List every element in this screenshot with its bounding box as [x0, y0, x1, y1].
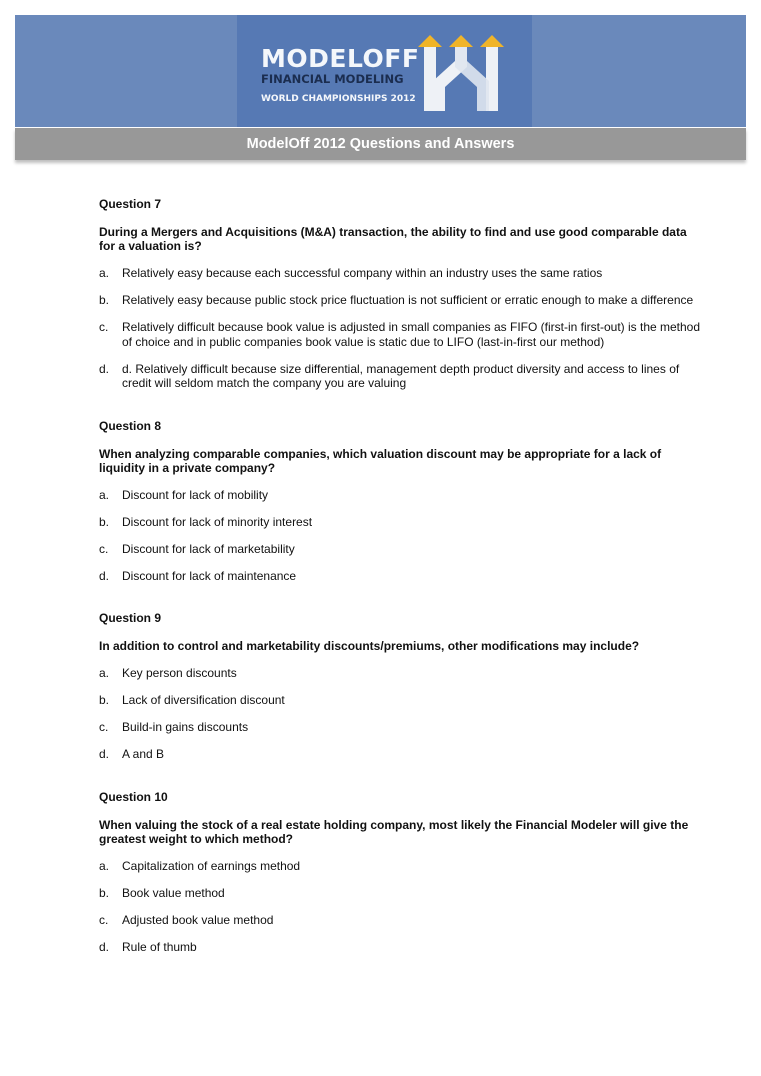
question-label: Question 8: [99, 418, 162, 433]
option-letter: d.: [99, 747, 110, 761]
document-title: ModelOff 2012 Questions and Answers: [246, 136, 515, 152]
option-text: Discount for lack of maintenance: [122, 568, 297, 583]
question-label: Question 10: [99, 789, 168, 804]
option-text: Key person discounts: [122, 666, 237, 680]
option-text: Lack of diversification discount: [122, 693, 285, 707]
modeloff-arrows-icon: [417, 33, 507, 113]
option-letter: b.: [99, 885, 110, 900]
question-text: During a Mergers and Acquisitions (M&A) transaction, the ability to find and use good comparable data for a valuation is?: [99, 225, 687, 253]
option-text: Adjusted book value method: [122, 912, 274, 927]
document-title-bar: [15, 128, 746, 160]
option-text: Relatively difficult because book value is adjusted in small companies as FIFO (first-in first-out) is the method of choice and in public companies book value is static due to LIFO (last-in-first our method): [122, 320, 701, 349]
answer-option: [99, 666, 704, 681]
logo-tagline: WORLD CHAMPIONSHIPS 2012: [261, 94, 416, 104]
answer-option: [99, 940, 704, 955]
logo-subtitle: FINANCIAL MODELING: [261, 72, 404, 86]
answer-option: [99, 886, 704, 901]
option-text: Capitalization of earnings method: [122, 858, 301, 873]
option-text: d. Relatively difficult because size differential, management depth product diversity and access to lines of credit will seldom match the company you are valuing: [122, 361, 680, 390]
answer-option: [99, 913, 704, 928]
answer-option: [99, 720, 704, 735]
question-text: When valuing the stock of a real estate holding company, most likely the Financial Modeler will give the greatest weight to which method?: [99, 817, 689, 846]
option-letter: a.: [99, 666, 110, 680]
option-letter: b.: [99, 293, 110, 307]
option-text: Build-in gains discounts: [122, 720, 249, 734]
question-9: [99, 611, 704, 762]
answer-option: [99, 747, 704, 762]
option-letter: c.: [99, 912, 109, 927]
option-text: Discount for lack of marketability: [122, 541, 295, 556]
option-letter: b.: [99, 693, 110, 707]
option-text: Book value method: [122, 885, 225, 900]
answer-option: [99, 266, 704, 281]
question-label: Question 7: [99, 197, 162, 211]
answer-option: [99, 859, 704, 874]
question-8: [99, 419, 704, 584]
option-letter: a.: [99, 487, 110, 502]
option-letter: b.: [99, 514, 110, 529]
answer-option: [99, 293, 704, 308]
answer-option: [99, 515, 704, 530]
option-text: Relatively easy because each successful company within an industry uses the same ratios: [122, 266, 603, 280]
question-text: When analyzing comparable companies, which valuation discount may be appropriate for a lack of liquidity in a private company?: [99, 446, 662, 475]
option-letter: a.: [99, 858, 110, 873]
answer-option: [99, 488, 704, 503]
option-text: Relatively easy because public stock price fluctuation is not sufficient or erratic enough to make a difference: [122, 293, 694, 307]
answer-option: [99, 320, 704, 349]
answer-option: [99, 362, 704, 391]
question-label: Question 9: [99, 611, 162, 625]
option-letter: c.: [99, 320, 109, 334]
option-letter: d.: [99, 568, 110, 583]
question-10: [99, 790, 704, 955]
answer-option: [99, 693, 704, 708]
option-text: Rule of thumb: [122, 939, 197, 954]
answer-option: [99, 542, 704, 557]
option-letter: d.: [99, 361, 110, 376]
question-text: In addition to control and marketability discounts/premiums, other modifications may include?: [99, 639, 640, 653]
question-7: [99, 197, 704, 391]
option-letter: d.: [99, 939, 110, 954]
option-text: Discount for lack of mobility: [122, 487, 269, 502]
answer-option: [99, 569, 704, 584]
questions-content: [99, 197, 704, 982]
modeloff-logo: [237, 15, 532, 127]
option-letter: a.: [99, 266, 110, 280]
logo-title: MODELOFF: [261, 44, 420, 73]
option-text: A and B: [122, 747, 165, 761]
option-text: Discount for lack of minority interest: [122, 514, 313, 529]
option-letter: c.: [99, 541, 109, 556]
option-letter: c.: [99, 720, 109, 734]
